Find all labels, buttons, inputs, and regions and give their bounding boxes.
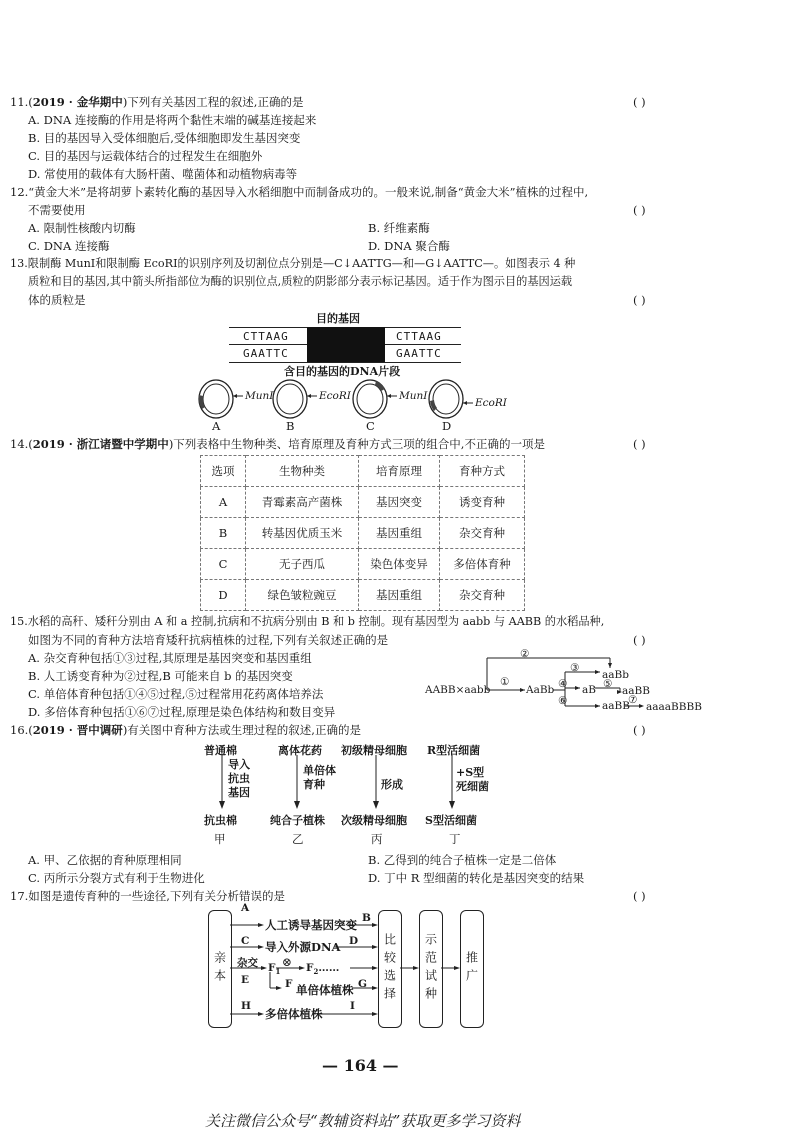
q16-bing-step: 形成 [381, 778, 403, 791]
q12-stem-line1: 12.“黄金大米”是将胡萝卜素转化酶的基因导入水稻细胞中而制备成功的。一般来说,制备“黄金大米”植株的过程中, [10, 185, 589, 199]
q16-yi-bottom: 纯合子植株 [270, 814, 325, 827]
table-cell: 基因突变 [359, 487, 440, 518]
q16-jia-step: 导入 抗虫 基因 [228, 758, 250, 799]
q12-option-c: C. DNA 连接酶 [28, 239, 110, 253]
q13-stem-line2: 质粒和目的基因,其中箭头所指部位为酶的识别位点,质粒的阴影部分表示标记基因。适于作为图示目的基因运载 [28, 275, 573, 288]
footer-text: 关注微信公众号“教辅资料站”获取更多学习资料 [205, 1112, 521, 1130]
q11-option-c: C. 目的基因与运载体结合的过程发生在细胞外 [28, 149, 263, 163]
q17-selfing-symbol: ⊗ [282, 955, 293, 969]
seq-top-right: CTTAAG [396, 330, 442, 343]
q15-answer-paren: ( ) [633, 633, 646, 647]
q11-option-b: B. 目的基因导入受体细胞后,受体细胞即发生基因突变 [28, 131, 301, 145]
q16-ding-top: R型活细菌 [427, 744, 481, 757]
q16-yi-label: 乙 [292, 832, 304, 846]
table-cell: 基因重组 [359, 518, 440, 549]
q17-letter-d: D [349, 935, 359, 947]
q16-yi-top: 离体花药 [278, 744, 322, 757]
table-row [201, 549, 525, 580]
q15-f1: AaBb [526, 684, 555, 696]
q17-letter-b: B [362, 912, 371, 924]
q16-bing-label: 丙 [371, 832, 383, 846]
q11-stem: 11.(2019 · 金华期中)下列有关基因工程的叙述,正确的是 [10, 95, 304, 109]
plasmid-b [273, 380, 317, 418]
q11-option-d: D. 常使用的载体有大肠杆菌、噬菌体和动植物病毒等 [28, 167, 298, 181]
seq-bottom-left: GAATTC [243, 347, 289, 360]
q15-stem-line2: 如图为不同的育种方法培育矮秆抗病植株的过程,下列有关叙述正确的是 [28, 633, 389, 647]
q15-step-6: ⑥ [558, 695, 568, 707]
demo-trial-box: 示范试种 [419, 910, 443, 1028]
q15-result-6: aaBB [602, 700, 630, 712]
q13-stem-line1: 13.限制酶 MunⅠ和限制酶 EcoRⅠ的识别序列及切割位点分别是—C↓AATTG—和—G↓AATTC—。如图表示 4 种 [10, 257, 576, 270]
plasmid-c-enzyme: MunⅠ [399, 390, 428, 402]
plasmid-d-enzyme: EcoRⅠ [475, 397, 507, 409]
table-header: 育种方式 [440, 456, 525, 487]
q17-letter-h: H [241, 1000, 251, 1012]
q17-stem: 17.如图是遗传育种的一些途径,下列有关分析错误的是 [10, 889, 285, 903]
table-cell: 绿色皱粒豌豆 [246, 580, 359, 611]
plasmid-d [429, 380, 473, 418]
q17-route-haploid: 单倍体植株 [296, 983, 354, 997]
q15-step-2: ② [520, 648, 530, 660]
plasmid-b-enzyme: EcoRⅠ [319, 390, 351, 402]
seq-bottom-right: GAATTC [396, 347, 442, 360]
compare-select-box: 比较选择 [378, 910, 402, 1028]
q15-result-5: aaBB [622, 685, 650, 697]
table-header: 培育原理 [359, 456, 440, 487]
q17-letter-g: G [358, 978, 367, 990]
q17-route-mutation: 人工诱导基因突变 [265, 918, 357, 932]
q16-option-a: A. 甲、乙依据的育种原理相同 [28, 853, 182, 867]
target-gene-block [307, 327, 385, 362]
table-cell: 多倍体育种 [440, 549, 525, 580]
q12-stem-line2: 不需要使用 [28, 203, 86, 217]
q15-option-b: B. 人工诱变育种为②过程,B 可能来自 b 的基因突变 [28, 669, 293, 683]
seq-top-left: CTTAAG [243, 330, 289, 343]
q15-step-7: ⑦ [628, 694, 638, 706]
q16-stem: 16.(2019 · 晋中调研)有关图中育种方法或生理过程的叙述,正确的是 [10, 723, 361, 737]
q15-start: AABB×aabb [425, 684, 491, 696]
q14-answer-paren: ( ) [633, 437, 646, 451]
table-cell: 青霉素高产菌株 [246, 487, 359, 518]
q15-step-5: ⑤ [603, 678, 613, 690]
q17-letter-e: E [241, 974, 250, 986]
q11-answer-paren: ( ) [633, 95, 646, 109]
page-number: — 164 — [322, 1056, 399, 1075]
q17-letter-f: F [285, 978, 293, 990]
table-header-row [201, 456, 525, 487]
q12-option-b: B. 纤维素酶 [368, 221, 430, 235]
table-cell: B [201, 518, 246, 549]
plasmid-a [199, 380, 243, 418]
table-cell: 染色体变异 [359, 549, 440, 580]
q17-letter-a: A [241, 902, 250, 914]
q12-option-d: D. DNA 聚合酶 [368, 239, 450, 253]
plasmid-d-letter: D [442, 419, 452, 433]
q15-option-d: D. 多倍体育种包括①⑥⑦过程,原理是染色体结构和数目变异 [28, 705, 336, 719]
q12-answer-paren: ( ) [633, 203, 646, 217]
q16-jia-top: 普通棉 [204, 744, 237, 757]
q16-jia-label: 甲 [214, 832, 226, 846]
q16-jia-bottom: 抗虫棉 [204, 814, 237, 827]
table-header: 选项 [201, 456, 246, 487]
table-cell: 诱变育种 [440, 487, 525, 518]
q16-yi-step: 单倍体 育种 [303, 764, 336, 791]
q16-answer-paren: ( ) [633, 723, 646, 737]
table-cell: 转基因优质玉米 [246, 518, 359, 549]
q11-option-a: A. DNA 连接酶的作用是将两个黏性末端的碱基连接起来 [28, 113, 317, 127]
q15-step-4: ④ [558, 678, 568, 690]
q16-option-b: B. 乙得到的纯合子植株一定是二倍体 [368, 853, 557, 867]
q17-answer-paren: ( ) [633, 889, 646, 903]
q14-table [200, 455, 525, 611]
table-cell: 杂交育种 [440, 518, 525, 549]
q16-option-c: C. 丙所示分裂方式有利于生物进化 [28, 871, 205, 885]
table-cell: 基因重组 [359, 580, 440, 611]
q15-stem-line1: 15.水稻的高秆、矮秆分别由 A 和 a 控制,抗病和不抗病分别由 B 和 b 控制。现有基因型为 aabb 与 AABB 的水稻品种, [10, 615, 605, 628]
plasmid-a-enzyme: MunⅠ [245, 390, 274, 402]
q15-step-1: ① [500, 676, 510, 688]
q15-result-7: aaaaBBBB [646, 701, 702, 713]
q16-bing-bottom: 次级精母细胞 [341, 814, 407, 827]
parent-box: 亲本 [208, 910, 232, 1028]
q17-letter-c: C [241, 935, 250, 947]
plasmid-a-letter: A [212, 419, 221, 433]
table-header: 生物种类 [246, 456, 359, 487]
plasmid-c-letter: C [366, 419, 375, 433]
table-cell: D [201, 580, 246, 611]
q17-f2: $F_2\dots\dots$ [306, 962, 340, 977]
table-cell: 无子西瓜 [246, 549, 359, 580]
q15-option-c: C. 单倍体育种包括①④⑤过程,⑤过程常用花药离体培养法 [28, 687, 324, 701]
q16-ding-bottom: S型活细菌 [425, 814, 477, 827]
q15-result-2: aaBb [602, 669, 629, 681]
table-cell: C [201, 549, 246, 580]
q17-route-dna: 导入外源DNA [265, 940, 341, 954]
q17-f1: $F_1$ [268, 962, 281, 977]
table-row [201, 518, 525, 549]
q15-result-4: aB [582, 684, 596, 696]
q13-answer-paren: ( ) [633, 293, 646, 307]
q16-option-d: D. 丁中 R 型细菌的转化是基因突变的结果 [368, 871, 585, 885]
q16-ding-label: 丁 [449, 832, 461, 846]
q17-cross-label: 杂交 [237, 957, 258, 969]
q12-option-a: A. 限制性核酸内切酶 [28, 221, 136, 235]
table-cell: 杂交育种 [440, 580, 525, 611]
q15-option-a: A. 杂交育种包括①③过程,其原理是基因突变和基因重组 [28, 651, 312, 665]
q14-stem: 14.(2019 · 浙江诸暨中学期中)下列表格中生物种类、培育原理及育种方式三项的组合中,不正确的一项是 [10, 437, 545, 451]
fragment-caption: 含目的基因的DNA片段 [284, 365, 401, 378]
promote-box: 推广 [460, 910, 484, 1028]
q17-letter-i: I [350, 1000, 355, 1012]
plasmid-c [353, 380, 397, 418]
q15-step-3: ③ [570, 662, 580, 674]
q13-stem-line3: 体的质粒是 [28, 293, 86, 307]
table-cell: A [201, 487, 246, 518]
table-row [201, 580, 525, 611]
plasmid-b-letter: B [286, 419, 295, 433]
table-row [201, 487, 525, 518]
q17-route-polyploid: 多倍体植株 [265, 1007, 323, 1021]
q16-ding-step: +S型 死细菌 [456, 766, 489, 793]
q16-bing-top: 初级精母细胞 [341, 744, 407, 757]
target-gene-label: 目的基因 [316, 312, 360, 325]
